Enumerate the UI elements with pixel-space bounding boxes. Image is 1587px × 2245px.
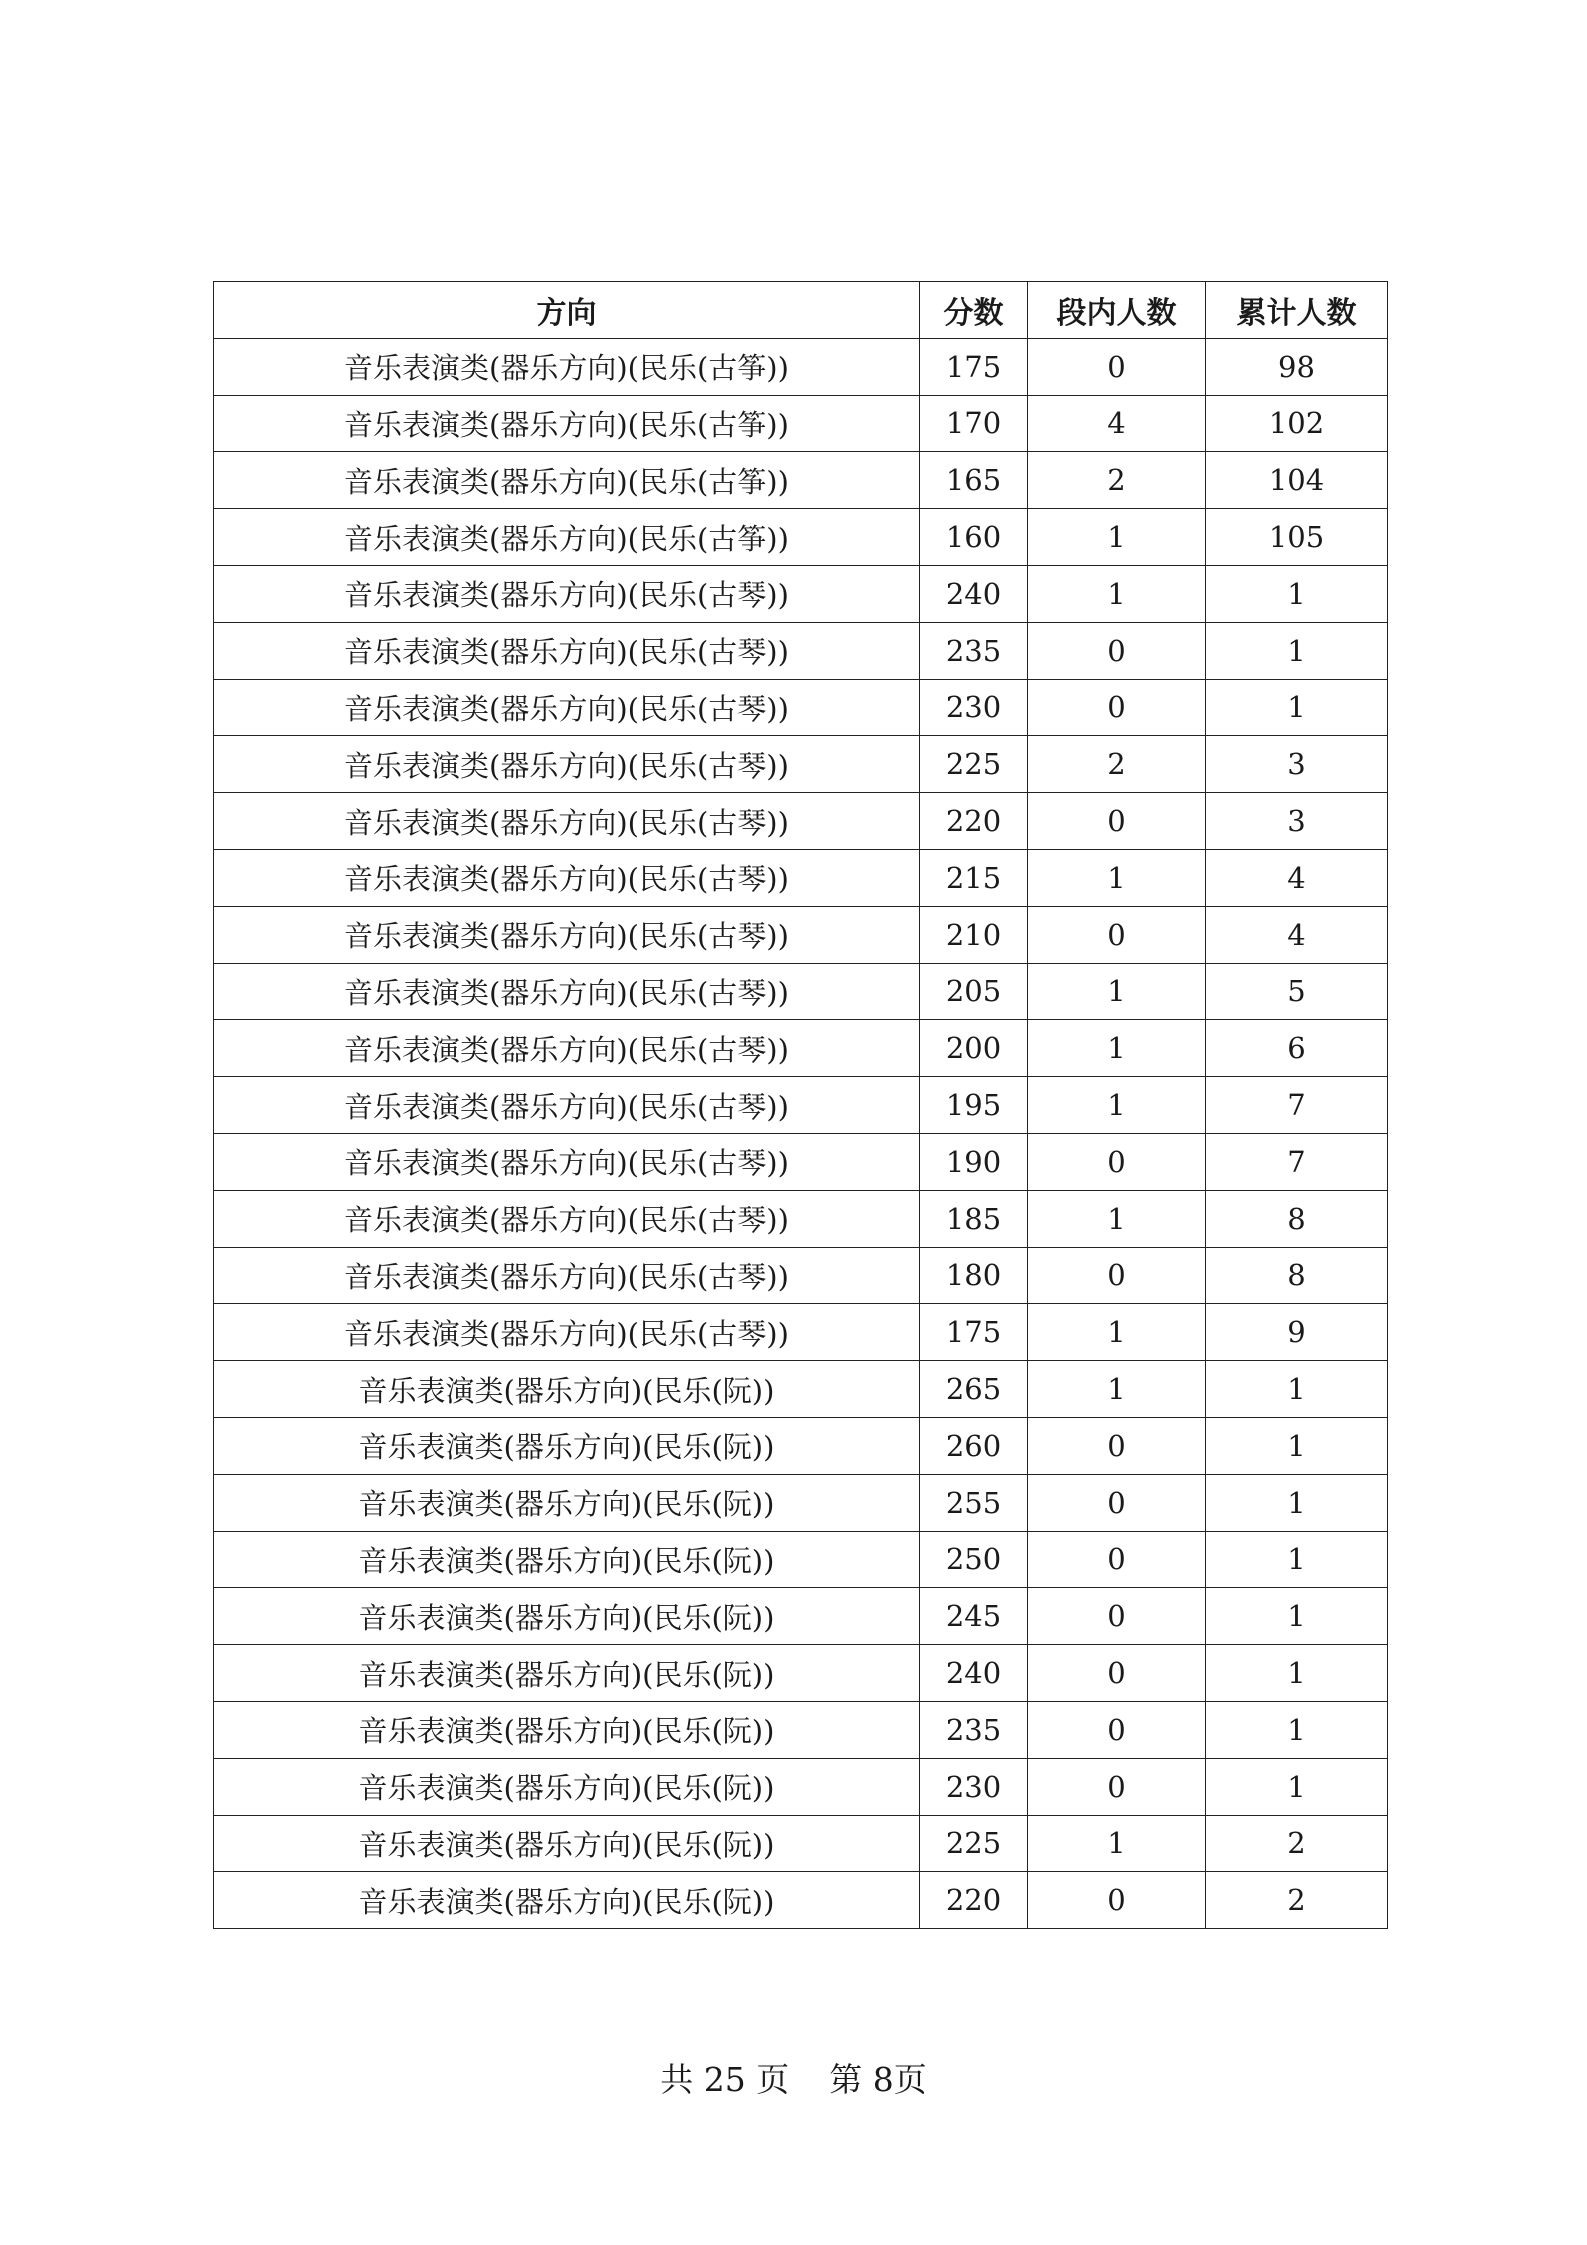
cell-cumulative-count: 8 (1206, 1247, 1388, 1304)
cell-direction: 音乐表演类(器乐方向)(民乐(古琴)) (214, 963, 920, 1020)
cell-direction: 音乐表演类(器乐方向)(民乐(古琴)) (214, 679, 920, 736)
cell-cumulative-count: 3 (1206, 736, 1388, 793)
cell-segment-count: 0 (1028, 1758, 1206, 1815)
cell-score: 225 (920, 1815, 1028, 1872)
cell-score: 205 (920, 963, 1028, 1020)
table-row (214, 1417, 1388, 1474)
cell-cumulative-count: 1 (1206, 1417, 1388, 1474)
cell-segment-count: 0 (1028, 793, 1206, 850)
cell-segment-count: 0 (1028, 1872, 1206, 1929)
table-row (214, 1304, 1388, 1361)
cell-segment-count: 0 (1028, 1417, 1206, 1474)
cell-direction: 音乐表演类(器乐方向)(民乐(古筝)) (214, 452, 920, 509)
cell-segment-count: 1 (1028, 565, 1206, 622)
table-row (214, 849, 1388, 906)
header-cumulative-count: 累计人数 (1206, 282, 1388, 339)
cell-cumulative-count: 1 (1206, 1361, 1388, 1418)
table-row (214, 509, 1388, 566)
cell-cumulative-count: 4 (1206, 849, 1388, 906)
cell-direction: 音乐表演类(器乐方向)(民乐(阮)) (214, 1474, 920, 1531)
table-header-row (214, 282, 1388, 339)
cell-score: 185 (920, 1190, 1028, 1247)
cell-segment-count: 0 (1028, 622, 1206, 679)
cell-direction: 音乐表演类(器乐方向)(民乐(古琴)) (214, 906, 920, 963)
cell-score: 235 (920, 1701, 1028, 1758)
table-row (214, 1701, 1388, 1758)
cell-segment-count: 1 (1028, 1304, 1206, 1361)
cell-segment-count: 1 (1028, 849, 1206, 906)
cell-direction: 音乐表演类(器乐方向)(民乐(古琴)) (214, 1190, 920, 1247)
table-row (214, 1531, 1388, 1588)
cell-direction: 音乐表演类(器乐方向)(民乐(古琴)) (214, 793, 920, 850)
table-row (214, 452, 1388, 509)
cell-segment-count: 1 (1028, 1077, 1206, 1134)
cell-direction: 音乐表演类(器乐方向)(民乐(古琴)) (214, 1077, 920, 1134)
cell-score: 160 (920, 509, 1028, 566)
cell-cumulative-count: 1 (1206, 622, 1388, 679)
cell-score: 245 (920, 1588, 1028, 1645)
cell-direction: 音乐表演类(器乐方向)(民乐(阮)) (214, 1417, 920, 1474)
table-row (214, 1247, 1388, 1304)
cell-direction: 音乐表演类(器乐方向)(民乐(阮)) (214, 1531, 920, 1588)
table-row (214, 565, 1388, 622)
cell-score: 255 (920, 1474, 1028, 1531)
table-row (214, 1758, 1388, 1815)
cell-segment-count: 2 (1028, 452, 1206, 509)
table-row (214, 1588, 1388, 1645)
cell-score: 165 (920, 452, 1028, 509)
table-row (214, 1077, 1388, 1134)
cell-segment-count: 2 (1028, 736, 1206, 793)
cell-score: 230 (920, 679, 1028, 736)
cell-direction: 音乐表演类(器乐方向)(民乐(阮)) (214, 1645, 920, 1702)
cell-score: 220 (920, 1872, 1028, 1929)
cell-cumulative-count: 98 (1206, 338, 1388, 395)
cell-cumulative-count: 7 (1206, 1133, 1388, 1190)
cell-cumulative-count: 1 (1206, 679, 1388, 736)
cell-cumulative-count: 7 (1206, 1077, 1388, 1134)
table-row (214, 1474, 1388, 1531)
table-row (214, 1361, 1388, 1418)
cell-direction: 音乐表演类(器乐方向)(民乐(阮)) (214, 1701, 920, 1758)
cell-segment-count: 0 (1028, 1701, 1206, 1758)
cell-segment-count: 1 (1028, 1020, 1206, 1077)
cell-segment-count: 0 (1028, 1133, 1206, 1190)
score-distribution-table (213, 281, 1388, 1929)
cell-direction: 音乐表演类(器乐方向)(民乐(阮)) (214, 1872, 920, 1929)
cell-score: 230 (920, 1758, 1028, 1815)
cell-score: 225 (920, 736, 1028, 793)
cell-score: 215 (920, 849, 1028, 906)
table-row (214, 338, 1388, 395)
cell-segment-count: 0 (1028, 338, 1206, 395)
cell-cumulative-count: 8 (1206, 1190, 1388, 1247)
cell-score: 195 (920, 1077, 1028, 1134)
cell-cumulative-count: 102 (1206, 395, 1388, 452)
cell-score: 190 (920, 1133, 1028, 1190)
cell-direction: 音乐表演类(器乐方向)(民乐(古琴)) (214, 565, 920, 622)
cell-direction: 音乐表演类(器乐方向)(民乐(古筝)) (214, 395, 920, 452)
cell-cumulative-count: 1 (1206, 1588, 1388, 1645)
cell-score: 175 (920, 1304, 1028, 1361)
cell-segment-count: 1 (1028, 963, 1206, 1020)
cell-cumulative-count: 1 (1206, 1474, 1388, 1531)
table-row (214, 736, 1388, 793)
table-row (214, 793, 1388, 850)
cell-cumulative-count: 6 (1206, 1020, 1388, 1077)
cell-segment-count: 0 (1028, 679, 1206, 736)
cell-direction: 音乐表演类(器乐方向)(民乐(古琴)) (214, 622, 920, 679)
cell-score: 200 (920, 1020, 1028, 1077)
cell-segment-count: 1 (1028, 1190, 1206, 1247)
cell-segment-count: 0 (1028, 1531, 1206, 1588)
cell-direction: 音乐表演类(器乐方向)(民乐(古琴)) (214, 736, 920, 793)
header-direction: 方向 (214, 282, 920, 339)
cell-segment-count: 0 (1028, 906, 1206, 963)
cell-segment-count: 0 (1028, 1645, 1206, 1702)
cell-score: 240 (920, 1645, 1028, 1702)
cell-segment-count: 1 (1028, 509, 1206, 566)
header-score: 分数 (920, 282, 1028, 339)
table-row (214, 1872, 1388, 1929)
cell-cumulative-count: 3 (1206, 793, 1388, 850)
table-row (214, 679, 1388, 736)
cell-cumulative-count: 5 (1206, 963, 1388, 1020)
cell-cumulative-count: 104 (1206, 452, 1388, 509)
cell-segment-count: 1 (1028, 1815, 1206, 1872)
cell-direction: 音乐表演类(器乐方向)(民乐(古琴)) (214, 1247, 920, 1304)
cell-direction: 音乐表演类(器乐方向)(民乐(阮)) (214, 1588, 920, 1645)
current-page: 第 8页 (829, 2060, 927, 2099)
cell-cumulative-count: 1 (1206, 1701, 1388, 1758)
cell-segment-count: 1 (1028, 1361, 1206, 1418)
header-segment-count: 段内人数 (1028, 282, 1206, 339)
cell-score: 260 (920, 1417, 1028, 1474)
cell-segment-count: 4 (1028, 395, 1206, 452)
cell-cumulative-count: 9 (1206, 1304, 1388, 1361)
cell-score: 250 (920, 1531, 1028, 1588)
cell-cumulative-count: 2 (1206, 1872, 1388, 1929)
table-row (214, 906, 1388, 963)
cell-cumulative-count: 1 (1206, 1531, 1388, 1588)
cell-direction: 音乐表演类(器乐方向)(民乐(古琴)) (214, 1020, 920, 1077)
cell-cumulative-count: 1 (1206, 1758, 1388, 1815)
page-footer (0, 2054, 1587, 2101)
cell-direction: 音乐表演类(器乐方向)(民乐(古琴)) (214, 849, 920, 906)
cell-direction: 音乐表演类(器乐方向)(民乐(阮)) (214, 1361, 920, 1418)
cell-cumulative-count: 1 (1206, 1645, 1388, 1702)
cell-score: 180 (920, 1247, 1028, 1304)
table-row (214, 1815, 1388, 1872)
cell-cumulative-count: 105 (1206, 509, 1388, 566)
table-row (214, 395, 1388, 452)
table-row (214, 1190, 1388, 1247)
table-row (214, 1133, 1388, 1190)
total-pages: 共 25 页 (660, 2060, 790, 2099)
table-row (214, 1020, 1388, 1077)
cell-score: 265 (920, 1361, 1028, 1418)
cell-direction: 音乐表演类(器乐方向)(民乐(古筝)) (214, 509, 920, 566)
cell-direction: 音乐表演类(器乐方向)(民乐(古筝)) (214, 338, 920, 395)
cell-direction: 音乐表演类(器乐方向)(民乐(古琴)) (214, 1304, 920, 1361)
cell-segment-count: 0 (1028, 1588, 1206, 1645)
cell-score: 235 (920, 622, 1028, 679)
cell-score: 210 (920, 906, 1028, 963)
cell-direction: 音乐表演类(器乐方向)(民乐(阮)) (214, 1758, 920, 1815)
cell-cumulative-count: 1 (1206, 565, 1388, 622)
cell-segment-count: 0 (1028, 1474, 1206, 1531)
table-row (214, 1645, 1388, 1702)
table-body (214, 338, 1388, 1928)
cell-cumulative-count: 4 (1206, 906, 1388, 963)
cell-score: 220 (920, 793, 1028, 850)
table-row (214, 963, 1388, 1020)
cell-direction: 音乐表演类(器乐方向)(民乐(古琴)) (214, 1133, 920, 1190)
cell-segment-count: 0 (1028, 1247, 1206, 1304)
cell-score: 170 (920, 395, 1028, 452)
cell-score: 175 (920, 338, 1028, 395)
cell-direction: 音乐表演类(器乐方向)(民乐(阮)) (214, 1815, 920, 1872)
table-row (214, 622, 1388, 679)
cell-score: 240 (920, 565, 1028, 622)
cell-cumulative-count: 2 (1206, 1815, 1388, 1872)
